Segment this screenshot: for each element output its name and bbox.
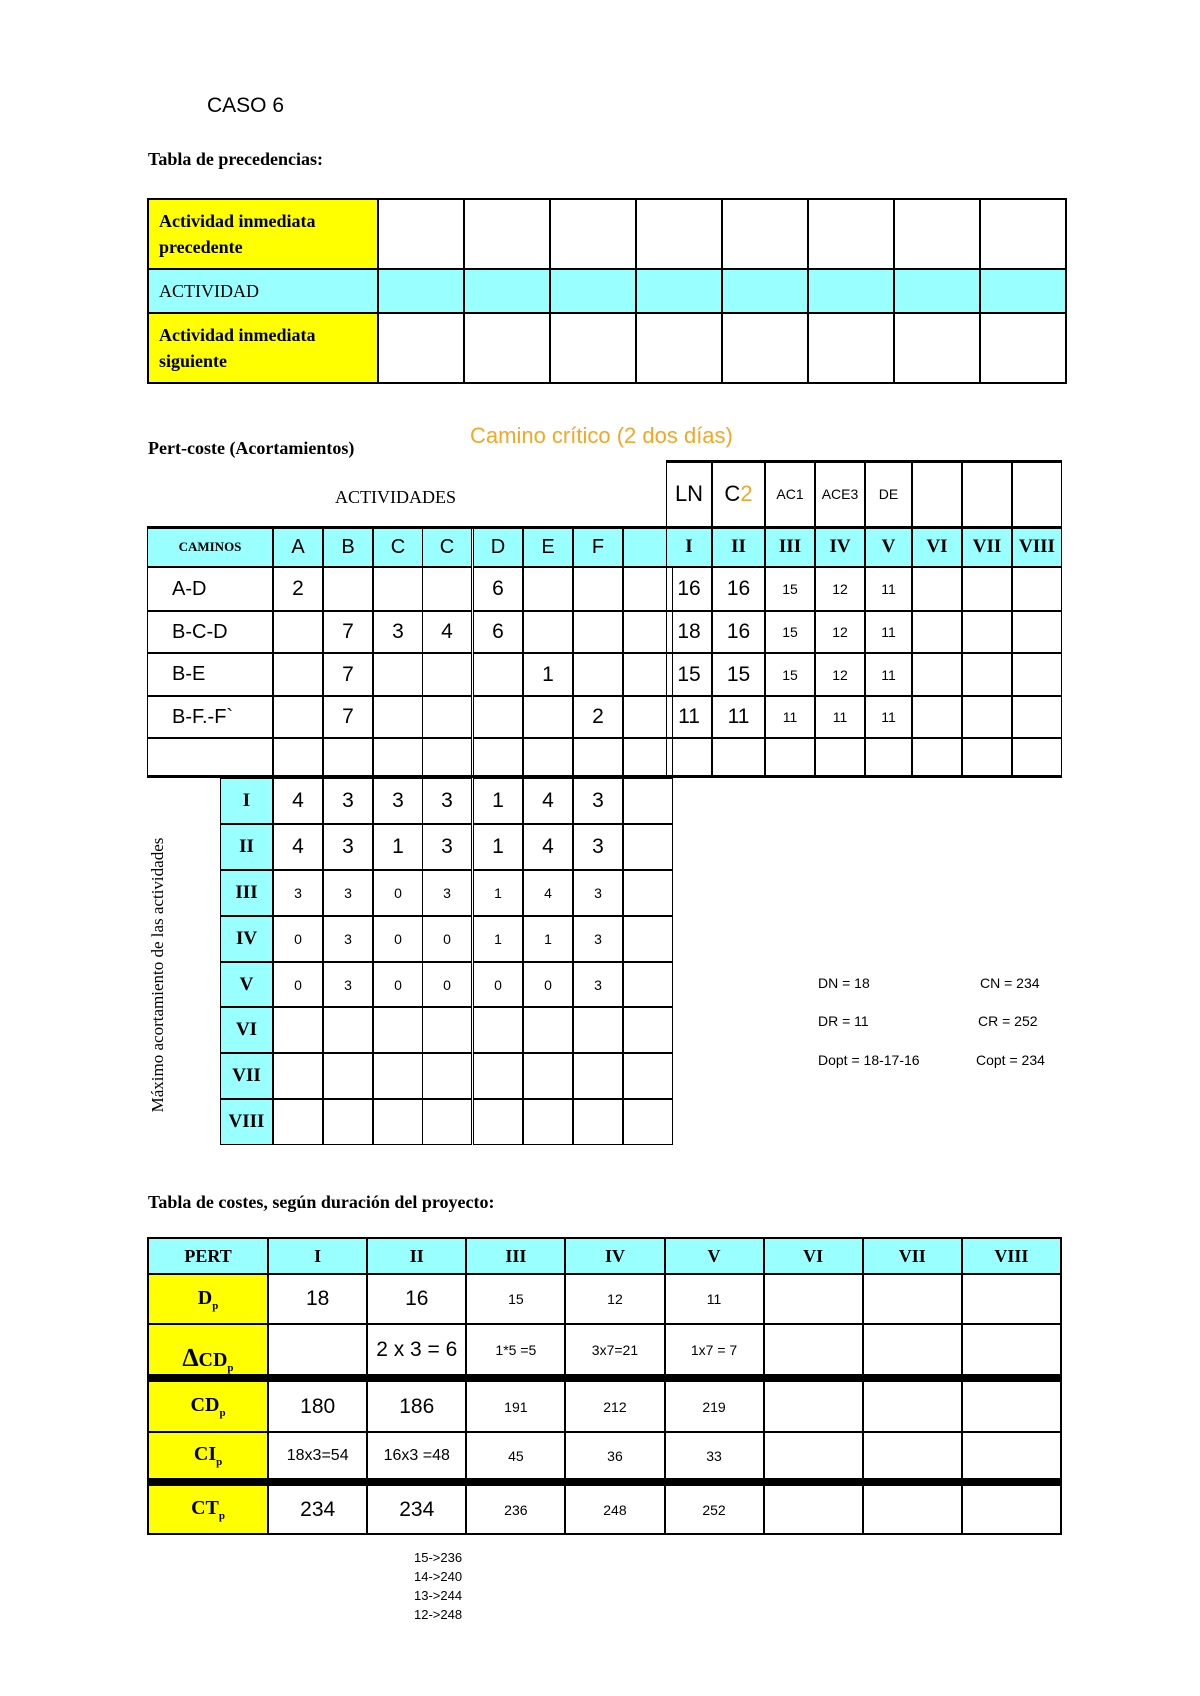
path-duration-value	[1012, 611, 1062, 653]
path-duration-value	[962, 696, 1012, 738]
max-shortening-value	[422, 1099, 472, 1145]
path-activity-value: 6	[473, 611, 523, 653]
max-shortening-value: 4	[273, 824, 323, 870]
cost-note: 14->240	[414, 1569, 463, 1584]
path-duration-value	[912, 567, 962, 611]
cr-value: CR = 252	[978, 1013, 1038, 1029]
costes-row-sub: p	[212, 1299, 219, 1312]
path-activity-value	[323, 738, 373, 776]
costes-row-sub: p	[218, 1510, 226, 1522]
costes-row-label	[148, 1432, 268, 1482]
max-row-label: III	[220, 870, 273, 916]
path-duration-value	[765, 738, 815, 776]
critical-path-note: Camino crítico (2 dos días)	[470, 423, 733, 448]
max-shortening-value: 3	[323, 870, 373, 916]
path-name: B-F.-F`	[147, 696, 273, 738]
max-shortening-value: 1	[473, 824, 523, 870]
max-shortening-value: 4	[523, 778, 573, 824]
costes-value: 236	[466, 1482, 565, 1534]
max-shortening-value: 3	[323, 916, 373, 962]
max-shortening-value: 1	[473, 778, 523, 824]
path-duration-value	[1012, 738, 1062, 776]
path-duration-value	[666, 738, 712, 776]
costes-value: 1*5 =5	[466, 1324, 565, 1378]
costes-value	[863, 1324, 962, 1378]
max-shortening-value: 1	[523, 916, 573, 962]
caminos-label: CAMINOS	[147, 527, 273, 567]
max-shortening-value: 1	[473, 870, 523, 916]
costes-value: 191	[466, 1378, 565, 1432]
costes-row-label	[148, 1324, 268, 1378]
costes-row-main: CT	[191, 1497, 219, 1519]
path-duration-value	[912, 611, 962, 653]
path-activity-value: 3	[373, 611, 423, 653]
max-shortening-value	[623, 1007, 673, 1053]
costes-value	[863, 1274, 962, 1324]
cn-value: CN = 234	[980, 975, 1040, 991]
path-name	[147, 738, 273, 776]
roman-col-header: II	[712, 527, 765, 567]
max-shortening-value: 3	[323, 778, 373, 824]
costes-heading: Tabla de costes, según duración del proyecto:	[148, 1192, 495, 1212]
costes-value: 2 x 3 = 6	[367, 1324, 466, 1378]
costes-value: 33	[665, 1432, 764, 1482]
max-shortening-value: 3	[422, 870, 472, 916]
max-shortening-value: 0	[422, 962, 472, 1007]
max-shortening-value: 0	[373, 870, 423, 916]
path-duration-value	[962, 611, 1012, 653]
path-duration-value	[1012, 696, 1062, 738]
costes-value: 186	[367, 1378, 466, 1432]
max-shortening-value	[473, 1007, 523, 1053]
roman-col-header: VIII	[1012, 527, 1062, 567]
max-shortening-value: 0	[373, 916, 423, 962]
max-shortening-value	[623, 1053, 673, 1099]
path-activity-value	[523, 696, 573, 738]
costes-value: 1x7 = 7	[665, 1324, 764, 1378]
prec-row-label: Actividad inmediata precedente	[148, 199, 378, 269]
max-shortening-value: 3	[573, 916, 623, 962]
path-duration-value	[815, 738, 865, 776]
costes-value	[268, 1324, 367, 1378]
max-shortening-value	[323, 1053, 373, 1099]
path-activity-value: 2	[273, 567, 323, 611]
path-duration-value: 11	[865, 696, 912, 738]
max-shortening-value	[323, 1007, 373, 1053]
path-duration-value: 11	[666, 696, 712, 738]
cost-note: 12->248	[414, 1607, 463, 1622]
costes-value: 36	[565, 1432, 664, 1482]
path-duration-value: 15	[765, 567, 815, 611]
path-activity-value: 1	[523, 653, 573, 696]
path-activity-value	[323, 567, 373, 611]
costes-header-cell: II	[367, 1238, 466, 1274]
costes-header-cell: PERT	[148, 1238, 268, 1274]
path-duration-value: 11	[765, 696, 815, 738]
max-shortening-value: 0	[523, 962, 573, 1007]
path-activity-value	[373, 696, 423, 738]
path-activity-value	[473, 696, 523, 738]
max-shortening-value: 3	[273, 870, 323, 916]
max-shortening-value	[373, 1053, 423, 1099]
path-duration-value	[912, 653, 962, 696]
path-activity-value	[473, 653, 523, 696]
max-shortening-value	[623, 824, 673, 870]
max-shortening-value: 0	[422, 916, 472, 962]
costes-value	[764, 1482, 863, 1534]
costes-value: 180	[268, 1378, 367, 1432]
costes-value	[863, 1482, 962, 1534]
roman-col-header: VII	[962, 527, 1012, 567]
costes-value: 12	[565, 1274, 664, 1324]
max-shortening-value	[473, 1099, 523, 1145]
top-label-cell	[962, 461, 1012, 527]
dn-value: DN = 18	[818, 975, 870, 991]
top-label-cell: LN	[666, 461, 712, 527]
path-duration-value: 15	[712, 653, 765, 696]
top-label-cell: AC1	[765, 461, 815, 527]
costes-value	[764, 1274, 863, 1324]
max-shortening-value	[422, 1007, 472, 1053]
costes-value	[962, 1432, 1061, 1482]
path-duration-value: 11	[865, 567, 912, 611]
max-row-label: V	[220, 962, 273, 1007]
path-activity-value	[273, 738, 323, 776]
path-activity-value	[523, 738, 573, 776]
pert-heading: Pert-coste (Acortamientos)	[148, 438, 355, 458]
cost-note: 13->244	[414, 1588, 463, 1603]
costes-header-cell: IV	[565, 1238, 664, 1274]
top-label-cell	[712, 461, 765, 527]
max-shortening-value	[273, 1099, 323, 1145]
max-shortening-value: 4	[273, 778, 323, 824]
costes-value	[764, 1378, 863, 1432]
path-duration-value: 11	[712, 696, 765, 738]
path-duration-value: 15	[765, 611, 815, 653]
cost-note: 15->236	[414, 1550, 463, 1565]
costes-value	[962, 1482, 1061, 1534]
costes-header-cell: V	[665, 1238, 764, 1274]
path-activity-value	[422, 567, 472, 611]
costes-header-cell: VI	[764, 1238, 863, 1274]
path-activity-value: 4	[422, 611, 472, 653]
path-duration-value: 12	[815, 653, 865, 696]
max-shortening-value: 3	[323, 962, 373, 1007]
activity-col-header: B	[323, 527, 373, 567]
costes-value	[863, 1378, 962, 1432]
path-duration-value	[712, 738, 765, 776]
path-activity-value	[273, 611, 323, 653]
costes-value: 252	[665, 1482, 764, 1534]
costes-row-label	[148, 1274, 268, 1324]
costes-value	[962, 1378, 1061, 1432]
path-activity-value	[573, 567, 623, 611]
top-label-cell: DE	[865, 461, 912, 527]
path-activity-value	[422, 653, 472, 696]
top-label-cell	[912, 461, 962, 527]
costes-header-cell: VII	[863, 1238, 962, 1274]
costes-value: 16	[367, 1274, 466, 1324]
costes-row-main: D	[197, 1286, 213, 1309]
path-activity-value	[523, 611, 573, 653]
path-duration-value: 12	[815, 567, 865, 611]
roman-col-header: VI	[912, 527, 962, 567]
costes-value	[962, 1324, 1061, 1378]
path-activity-value	[573, 738, 623, 776]
max-shortening-value: 0	[273, 916, 323, 962]
costes-header-cell: VIII	[962, 1238, 1061, 1274]
costes-value: 234	[268, 1482, 367, 1534]
prec-row-label: ACTIVIDAD	[148, 269, 378, 313]
top-label-c: C	[724, 481, 741, 506]
path-activity-value	[422, 696, 472, 738]
path-duration-value: 16	[666, 567, 712, 611]
max-row-label: I	[220, 778, 273, 824]
max-shortening-value	[422, 1053, 472, 1099]
costes-value: 248	[565, 1482, 664, 1534]
max-row-label: II	[220, 824, 273, 870]
max-shortening-value: 3	[373, 778, 423, 824]
copt-value: Copt = 234	[976, 1052, 1045, 1068]
max-shortening-value	[523, 1099, 573, 1145]
max-shortening-value: 0	[373, 962, 423, 1007]
max-row-label: IV	[220, 916, 273, 962]
costes-header-cell: I	[268, 1238, 367, 1274]
costes-row-sub: p	[219, 1407, 226, 1419]
max-shortening-value: 3	[422, 824, 472, 870]
costes-value	[863, 1432, 962, 1482]
path-activity-value: 2	[573, 696, 623, 738]
roman-col-header: I	[666, 527, 712, 567]
dr-value: DR = 11	[818, 1013, 869, 1029]
roman-col-header: IV	[815, 527, 865, 567]
path-activity-value	[573, 611, 623, 653]
costes-value: 15	[466, 1274, 565, 1324]
path-name: B-E	[147, 653, 273, 696]
path-activity-value	[273, 653, 323, 696]
max-shortening-value	[523, 1053, 573, 1099]
max-shortening-value: 3	[573, 824, 623, 870]
max-row-label: VII	[220, 1053, 273, 1099]
max-shortening-value: 4	[523, 824, 573, 870]
path-activity-value	[373, 738, 423, 776]
path-activity-value	[422, 738, 472, 776]
path-duration-value: 18	[666, 611, 712, 653]
path-activity-value	[373, 567, 423, 611]
max-shortening-value	[273, 1053, 323, 1099]
max-shortening-value: 1	[473, 916, 523, 962]
path-activity-value: 6	[473, 567, 523, 611]
max-shortening-value	[573, 1007, 623, 1053]
costes-row-sub: p	[216, 1456, 223, 1468]
max-shortening-value	[523, 1007, 573, 1053]
costes-value: 3x7=21	[565, 1324, 664, 1378]
max-shortening-value	[373, 1007, 423, 1053]
path-duration-value: 11	[815, 696, 865, 738]
max-shortening-value	[323, 1099, 373, 1145]
activity-col-header: D	[473, 527, 523, 567]
path-activity-value: 7	[323, 696, 373, 738]
roman-col-header: III	[765, 527, 815, 567]
max-shortening-value: 0	[273, 962, 323, 1007]
costes-row-label	[148, 1482, 268, 1534]
max-row-label: VI	[220, 1007, 273, 1053]
dopt-value: Dopt = 18-17-16	[818, 1052, 920, 1068]
path-duration-value: 11	[865, 611, 912, 653]
page-title: CASO 6	[207, 94, 285, 117]
path-duration-value	[912, 696, 962, 738]
activity-col-header: F	[573, 527, 623, 567]
costes-value	[764, 1432, 863, 1482]
path-duration-value: 15	[666, 653, 712, 696]
costes-row-main: CD	[190, 1394, 220, 1416]
path-duration-value	[1012, 653, 1062, 696]
path-activity-value	[373, 653, 423, 696]
top-label-c-sub: 2	[740, 481, 753, 506]
cost-notes	[414, 1548, 462, 1624]
max-shortening-value: 4	[523, 870, 573, 916]
max-shortening-value	[623, 778, 673, 824]
max-shortening-value: 3	[573, 962, 623, 1007]
path-duration-value: 12	[815, 611, 865, 653]
activity-col-header: C	[422, 527, 472, 567]
costes-value: 11	[665, 1274, 764, 1324]
max-shortening-value: 3	[323, 824, 373, 870]
max-shortening-value	[273, 1007, 323, 1053]
max-shortening-value	[623, 1099, 673, 1145]
costes-value: 45	[466, 1432, 565, 1482]
max-shortening-value: 3	[573, 870, 623, 916]
max-shortening-value	[623, 916, 673, 962]
costes-row-main: CD	[198, 1349, 228, 1371]
delta-icon: ∆	[182, 1343, 199, 1372]
path-duration-value	[865, 738, 912, 776]
activity-col-header: E	[523, 527, 573, 567]
max-shortening-value	[623, 962, 673, 1007]
max-shortening-value	[623, 870, 673, 916]
path-activity-value	[573, 653, 623, 696]
max-row-label: VIII	[220, 1099, 273, 1145]
path-duration-value: 16	[712, 611, 765, 653]
thick-border	[666, 460, 1062, 463]
path-duration-value	[962, 738, 1012, 776]
top-label-cell	[1012, 461, 1062, 527]
path-activity-value: 7	[323, 611, 373, 653]
activity-col-header: A	[273, 527, 323, 567]
costes-value: 212	[565, 1378, 664, 1432]
top-label-cell: ACE3	[815, 461, 865, 527]
path-duration-value	[962, 567, 1012, 611]
max-shortening-value: 1	[373, 824, 423, 870]
max-shortening-value	[473, 1053, 523, 1099]
costes-value: 234	[367, 1482, 466, 1534]
max-shortening-value: 0	[473, 962, 523, 1007]
thick-border	[147, 526, 1062, 529]
path-duration-value: 15	[765, 653, 815, 696]
activity-col-header: C	[373, 527, 423, 567]
max-shortening-value	[573, 1099, 623, 1145]
path-duration-value: 11	[865, 653, 912, 696]
path-duration-value	[1012, 567, 1062, 611]
path-name: A-D	[147, 567, 273, 611]
path-activity-value: 7	[323, 653, 373, 696]
path-duration-value	[912, 738, 962, 776]
path-name: B-C-D	[147, 611, 273, 653]
vertical-label: Máximo acortamiento de las actividades	[148, 837, 167, 1113]
roman-col-header: V	[865, 527, 912, 567]
costes-value: 219	[665, 1378, 764, 1432]
precedencias-heading: Tabla de precedencias:	[148, 149, 324, 169]
costes-table	[147, 1237, 1062, 1535]
path-activity-value	[473, 738, 523, 776]
activities-header: ACTIVIDADES	[335, 487, 456, 507]
max-shortening-value: 3	[573, 778, 623, 824]
costes-row-sub: p	[227, 1362, 234, 1374]
costes-row-main: CI	[193, 1443, 217, 1465]
costes-value: 16x3 =48	[367, 1432, 466, 1482]
costes-value: 18x3=54	[268, 1432, 367, 1482]
path-duration-value	[962, 653, 1012, 696]
prec-row-label: Actividad inmediata siguiente	[148, 313, 378, 383]
path-duration-value: 16	[712, 567, 765, 611]
path-activity-value	[273, 696, 323, 738]
costes-row-label	[148, 1378, 268, 1432]
costes-header-cell: III	[466, 1238, 565, 1274]
max-shortening-value	[373, 1099, 423, 1145]
costes-value	[962, 1274, 1061, 1324]
costes-value	[764, 1324, 863, 1378]
max-shortening-value	[573, 1053, 623, 1099]
path-activity-value	[523, 567, 573, 611]
costes-value: 18	[268, 1274, 367, 1324]
max-shortening-value: 3	[422, 778, 472, 824]
